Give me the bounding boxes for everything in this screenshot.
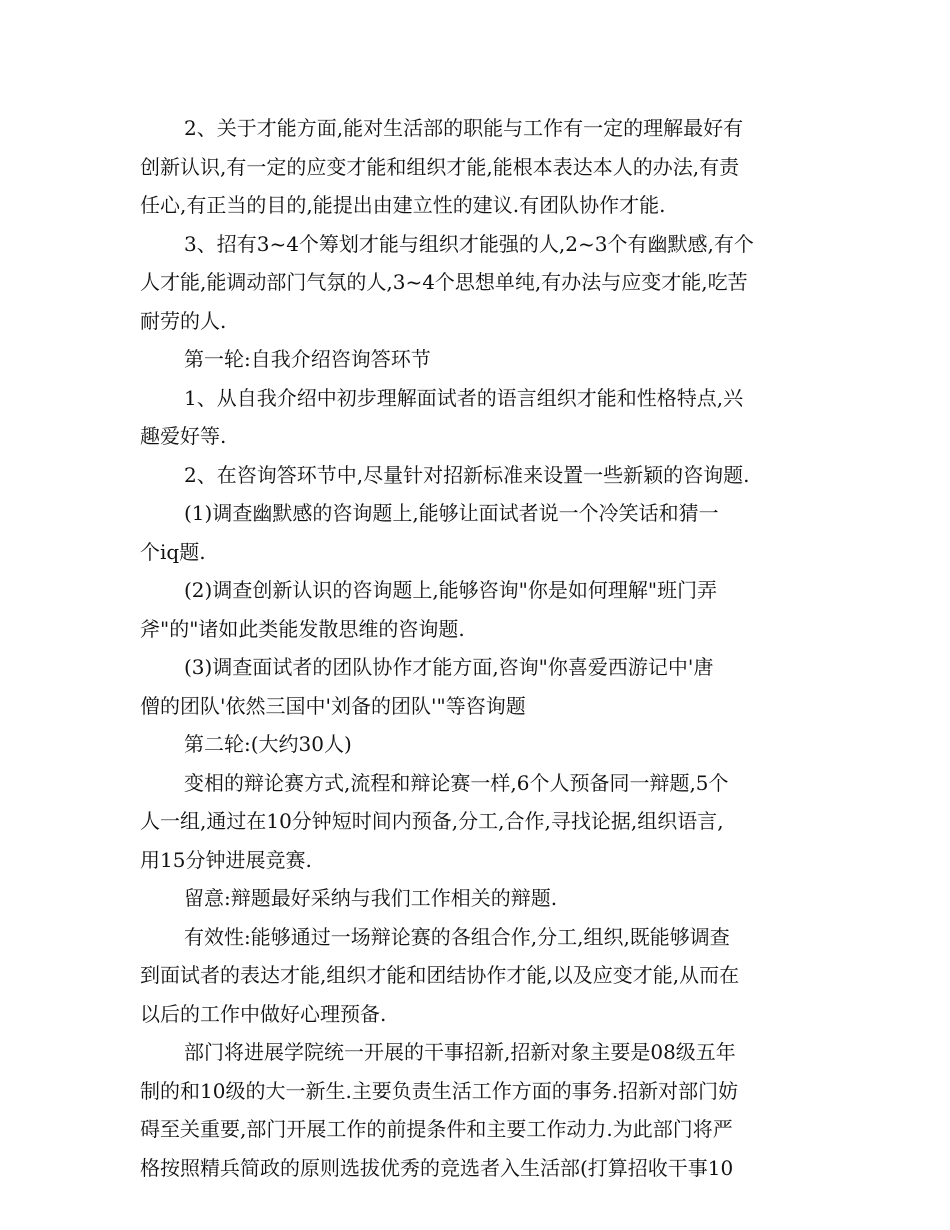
text-line: 3、招有3~4个筹划才能与组织才能强的人,2~3个有幽默感,有个 <box>184 231 754 256</box>
text-line: 用15分钟进展竞赛. <box>140 847 312 872</box>
text-line: 人一组,通过在10分钟短时间内预备,分工,合作,寻找论据,组织语言, <box>140 809 724 833</box>
text-line: (3)调查面试者的团队协作才能方面,咨询"你喜爱西游记中'唐 <box>184 655 714 679</box>
text-line: 留意:辩题最好采纳与我们工作相关的辩题. <box>184 886 558 910</box>
text-line: (2)调查创新认识的咨询题上,能够咨询"你是如何理解"班门弄 <box>184 578 718 602</box>
text-line: 格按照精兵简政的原则选拔优秀的竞选者入生活部(打算招收干事10 <box>140 1155 734 1180</box>
text-line: 僧的团队'依然三国中'刘备的团队'"等咨询题 <box>140 693 526 718</box>
text-line: 有效性:能够通过一场辩论赛的各组合作,分工,组织,既能够调查 <box>184 924 730 949</box>
text-line: 人才能,能调动部门气氛的人,3~4个思想单纯,有办法与应变才能,吃苦 <box>140 270 748 294</box>
text-line: 第二轮:(大约30人) <box>184 732 352 756</box>
text-line: 2、在咨询答环节中,尽量针对招新标准来设置一些新颖的咨询题. <box>184 462 750 487</box>
text-line: 制的和10级的大一新生.主要负责生活工作方面的事务.招新对部门妨 <box>140 1078 739 1103</box>
text-line: 耐劳的人. <box>140 308 227 333</box>
text-line: 第一轮:自我介绍咨询答环节 <box>184 347 431 371</box>
text-line: 部门将进展学院统一开展的干事招新,招新对象主要是08级五年 <box>184 1040 736 1064</box>
text-line: 创新认识,有一定的应变才能和组织才能,能根本表达本人的办法,有责 <box>140 154 740 179</box>
text-line: 斧"的"诸如此类能发散思维的咨询题. <box>140 616 465 641</box>
text-line: 碍至关重要,部门开展工作的前提条件和主要工作动力.为此部门将严 <box>140 1117 733 1141</box>
text-line: 2、关于才能方面,能对生活部的职能与工作有一定的理解最好有 <box>184 116 744 140</box>
text-line: 趣爱好等. <box>140 424 227 448</box>
text-line: 任心,有正当的目的,能提出由建立性的建议.有团队协作才能. <box>140 193 666 217</box>
text-line: 以后的工作中做好心理预备. <box>140 1001 387 1026</box>
text-line: 到面试者的表达才能,组织才能和团结协作才能,以及应变才能,从而在 <box>140 963 740 987</box>
text-line: 1、从自我介绍中初步理解面试者的语言组织才能和性格特点,兴 <box>184 385 744 410</box>
text-line: (1)调查幽默感的咨询题上,能够让面试者说一个冷笑话和猜一 <box>184 501 719 525</box>
text-line: 变相的辩论赛方式,流程和辩论赛一样,6个人预备同一辩题,5个 <box>184 770 729 795</box>
text-line: 个iq题. <box>140 539 206 564</box>
